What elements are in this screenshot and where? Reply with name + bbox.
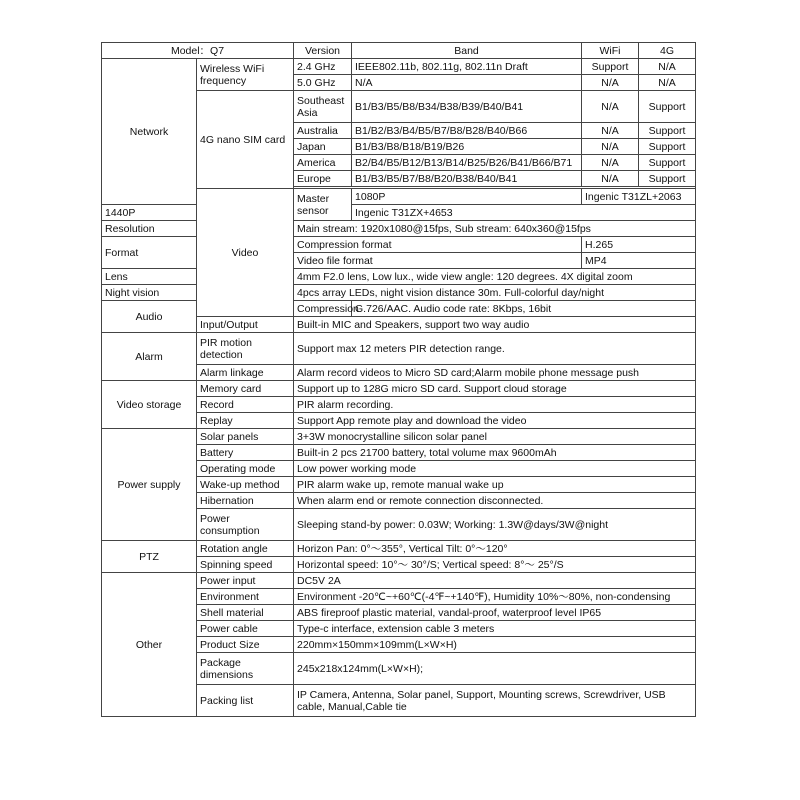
battery-label: Battery	[197, 445, 294, 461]
format-value-cell: H.265	[582, 237, 696, 253]
table-row	[102, 573, 696, 589]
table-row	[102, 237, 696, 253]
table-row	[102, 541, 696, 557]
packing-list-value: IP Camera, Antenna, Solar panel, Support, Mounting screws, Screwdriver, USB cable, Manual,Cable tie	[294, 685, 696, 717]
night-vision-value: 4pcs array LEDs, night vision distance 30m. Full-colorful day/night	[294, 285, 696, 301]
wifi-cell: Support	[582, 59, 639, 75]
power-cable-value: Type-c interface, extension cable 3 meters	[294, 621, 696, 637]
power-consumption-value: Sleeping stand-by power: 0.03W; Working: 1.3W@days/3W@night	[294, 509, 696, 541]
packing-list-label: Packing list	[197, 685, 294, 717]
product-size-label: Product Size	[197, 637, 294, 653]
lte-cell: Support	[639, 123, 696, 139]
band-cell: IEEE802.11b, 802.11g, 802.11n Draft	[352, 59, 582, 75]
wakeup-value: PIR alarm wake up, remote manual wake up	[294, 477, 696, 493]
pir-label: PIR motion detection	[197, 333, 294, 365]
version-cell: Southeast Asia	[294, 91, 352, 123]
alarm-linkage-label: Alarm linkage	[197, 365, 294, 381]
format-value-cell: MP4	[582, 253, 696, 269]
section-power-supply: Power supply	[102, 429, 197, 541]
io-label: Input/Output	[197, 317, 294, 333]
power-input-value: DC5V 2A	[294, 573, 696, 589]
header-wifi: WiFi	[582, 43, 639, 59]
wakeup-label: Wake-up method	[197, 477, 294, 493]
package-dimensions-label: Package dimensions	[197, 653, 294, 685]
lte-cell: N/A	[639, 59, 696, 75]
version-cell: America	[294, 155, 352, 171]
compression-value: G.726/AAC. Audio code rate: 8Kbps, 16bit	[352, 301, 696, 317]
band-cell: B2/B4/B5/B12/B13/B14/B25/B26/B41/B66/B71	[352, 155, 582, 171]
hibernation-label: Hibernation	[197, 493, 294, 509]
lens-value: 4mm F2.0 lens, Low lux., wide view angle: 120 degrees. 4X digital zoom	[294, 269, 696, 285]
sensor-res-cell: 1080P	[352, 189, 582, 205]
record-label: Record	[197, 397, 294, 413]
sensor-chip-cell: Ingenic T31ZL+2063	[582, 189, 696, 205]
battery-value: Built-in 2 pcs 21700 battery, total volume max 9600mAh	[294, 445, 696, 461]
memory-card-value: Support up to 128G micro SD card. Support cloud storage	[294, 381, 696, 397]
band-cell: B1/B3/B5/B8/B34/B38/B39/B40/B41	[352, 91, 582, 123]
memory-card-label: Memory card	[197, 381, 294, 397]
spec-table	[101, 42, 696, 717]
table-row	[102, 59, 696, 75]
section-ptz: PTZ	[102, 541, 197, 573]
pir-value: Support max 12 meters PIR detection range.	[294, 333, 696, 365]
replay-value: Support App remote play and download the video	[294, 413, 696, 429]
resolution-value: Main stream: 1920x1080@15fps, Sub stream: 640x360@15fps	[294, 221, 696, 237]
spinning-speed-label: Spinning speed	[197, 557, 294, 573]
power-input-label: Power input	[197, 573, 294, 589]
environment-label: Environment	[197, 589, 294, 605]
header-4g: 4G	[639, 43, 696, 59]
record-value: PIR alarm recording.	[294, 397, 696, 413]
power-cable-label: Power cable	[197, 621, 294, 637]
rotation-angle-label: Rotation angle	[197, 541, 294, 557]
section-alarm: Alarm	[102, 333, 197, 381]
wireless-wifi-label: Wireless WiFi frequency	[197, 59, 294, 91]
shell-material-value: ABS fireproof plastic material, vandal-proof, waterproof level IP65	[294, 605, 696, 621]
rotation-angle-value: Horizon Pan: 0°～355°, Vertical Tilt: 0°～120°	[294, 541, 696, 557]
section-other: Other	[102, 573, 197, 717]
environment-value: Environment -20℃~+60℃(-4℉~+140℉), Humidity 10%～80%, non-condensing	[294, 589, 696, 605]
solar-panels-value: 3+3W monocrystalline silicon solar panel	[294, 429, 696, 445]
section-video-storage: Video storage	[102, 381, 197, 429]
lte-cell: Support	[639, 155, 696, 171]
section-video: Video	[197, 189, 294, 317]
power-consumption-label: Power consumption	[197, 509, 294, 541]
operating-mode-label: Operating mode	[197, 461, 294, 477]
shell-material-label: Shell material	[197, 605, 294, 621]
spinning-speed-value: Horizontal speed: 10°～ 30°/S; Vertical speed: 8°～ 25°/S	[294, 557, 696, 573]
format-name-cell: Video file format	[294, 253, 582, 269]
master-sensor-label: Master sensor	[294, 189, 352, 221]
solar-panels-label: Solar panels	[197, 429, 294, 445]
alarm-linkage-value: Alarm record videos to Micro SD card;Alarm mobile phone message push	[294, 365, 696, 381]
wifi-cell: N/A	[582, 139, 639, 155]
table-row	[102, 221, 696, 237]
wifi-cell: N/A	[582, 155, 639, 171]
table-row	[102, 285, 696, 301]
lte-cell: Support	[639, 171, 696, 187]
header-row	[102, 43, 696, 59]
wifi-cell: N/A	[582, 123, 639, 139]
lte-cell: N/A	[639, 75, 696, 91]
table-row	[102, 301, 696, 317]
sensor-chip-cell: Ingenic T31ZX+4653	[352, 205, 696, 221]
product-size-value: 220mm×150mm×109mm(L×W×H)	[294, 637, 696, 653]
io-value: Built-in MIC and Speakers, support two way audio	[294, 317, 696, 333]
hibernation-value: When alarm end or remote connection disconnected.	[294, 493, 696, 509]
lte-cell: Support	[639, 91, 696, 123]
version-cell: Japan	[294, 139, 352, 155]
format-name-cell: Compression format	[294, 237, 582, 253]
table-row	[102, 381, 696, 397]
band-cell: B1/B3/B5/B7/B8/B20/B38/B40/B41	[352, 171, 582, 187]
version-cell: Europe	[294, 171, 352, 187]
version-cell: 5.0 GHz	[294, 75, 352, 91]
resolution-label: Resolution	[102, 221, 197, 237]
table-row	[102, 333, 696, 365]
table-row	[102, 269, 696, 285]
wifi-cell: N/A	[582, 75, 639, 91]
lens-label: Lens	[102, 269, 197, 285]
sensor-res-cell: 1440P	[102, 205, 197, 221]
compression-label: Compression	[294, 301, 352, 317]
band-cell: N/A	[352, 75, 582, 91]
header-version: Version	[294, 43, 352, 59]
header-model: Model：Q7	[102, 43, 294, 59]
band-cell: B1/B2/B3/B4/B5/B7/B8/B28/B40/B66	[352, 123, 582, 139]
table-row	[102, 205, 696, 221]
section-audio: Audio	[102, 301, 197, 333]
header-band: Band	[352, 43, 582, 59]
sim-card-label: 4G nano SIM card	[197, 91, 294, 189]
band-cell: B1/B3/B8/B18/B19/B26	[352, 139, 582, 155]
wifi-cell: N/A	[582, 171, 639, 187]
replay-label: Replay	[197, 413, 294, 429]
package-dimensions-value: 245x218x124mm(L×W×H);	[294, 653, 696, 685]
wifi-cell: N/A	[582, 91, 639, 123]
night-vision-label: Night vision	[102, 285, 197, 301]
lte-cell: Support	[639, 139, 696, 155]
version-cell: Australia	[294, 123, 352, 139]
version-cell: 2.4 GHz	[294, 59, 352, 75]
table-row	[102, 429, 696, 445]
section-network: Network	[102, 59, 197, 205]
format-label: Format	[102, 237, 197, 269]
operating-mode-value: Low power working mode	[294, 461, 696, 477]
